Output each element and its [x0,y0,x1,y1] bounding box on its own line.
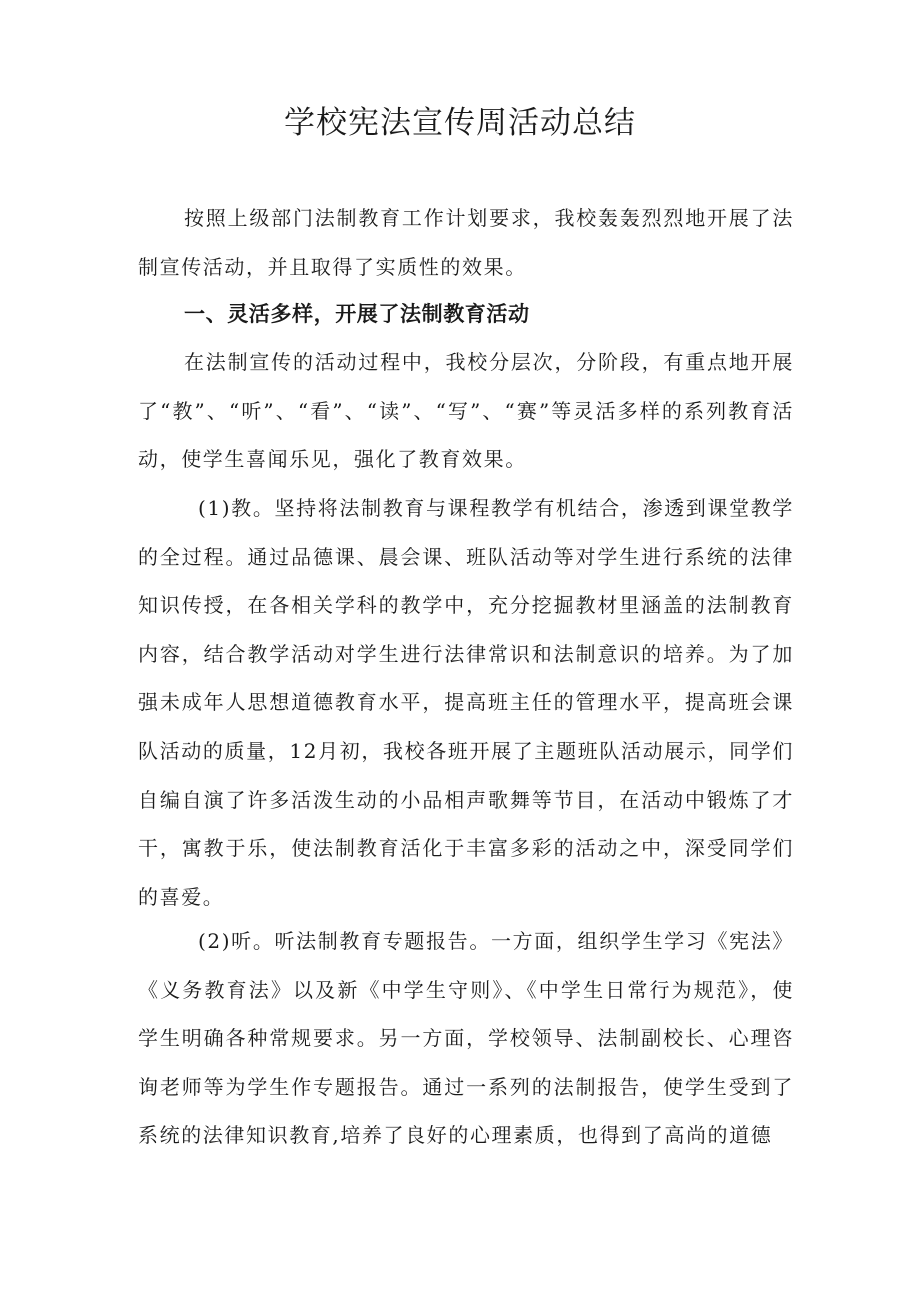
item-teach-paragraph: (1)教。坚持将法制教育与课程教学有机结合，渗透到课堂教学的全过程。通过品德课、晨会课、班队活动等对学生进行系统的法律知识传授，在各相关学科的教学中，充分挖掘教材里涵盖的法制教育内容，结合教学活动对学生进行法律常识和法制意识的培养。为了加强未成年人思想道德教育水平，提高班主任的管理水平，提高班会课队活动的质量，12月初，我校各班开展了主题班队活动展示，同学们自编自演了许多活泼生动的小品相声歌舞等节目，在活动中锻炼了才干，寓教于乐，使法制教育活化于丰富多彩的活动之中，深受同学们的喜爱。 [138,496,794,909]
document-title: 学校宪法宣传周活动总结 [284,105,636,141]
intro-paragraph: 按照上级部门法制教育工作计划要求，我校轰轰烈烈地开展了法制宣传活动，并且取得了实质性的效果。 [138,206,794,279]
item-listen-paragraph: (2)听。听法制教育专题报告。一方面，组织学生学习《宪法》《义务教育法》以及新《中学生守则》、《中学生日常行为规范》，使学生明确各种常规要求。另一方面，学校领导、法制副校长、心理咨询老师等为学生作专题报告。通过一系列的法制报告，使学生受到了系统的法律知识教育,培养了良好的心理素质，也得到了高尚的道德 [138,929,794,1148]
section-heading: 一、灵活多样，开展了法制教育活动 [184,302,530,326]
section-paragraph: 在法制宣传的活动过程中，我校分层次，分阶段，有重点地开展了“教”、“听”、“看”、“读”、“写”、“赛”等灵活多样的系列教育活动，使学生喜闻乐见，强化了教育效果。 [138,350,794,472]
